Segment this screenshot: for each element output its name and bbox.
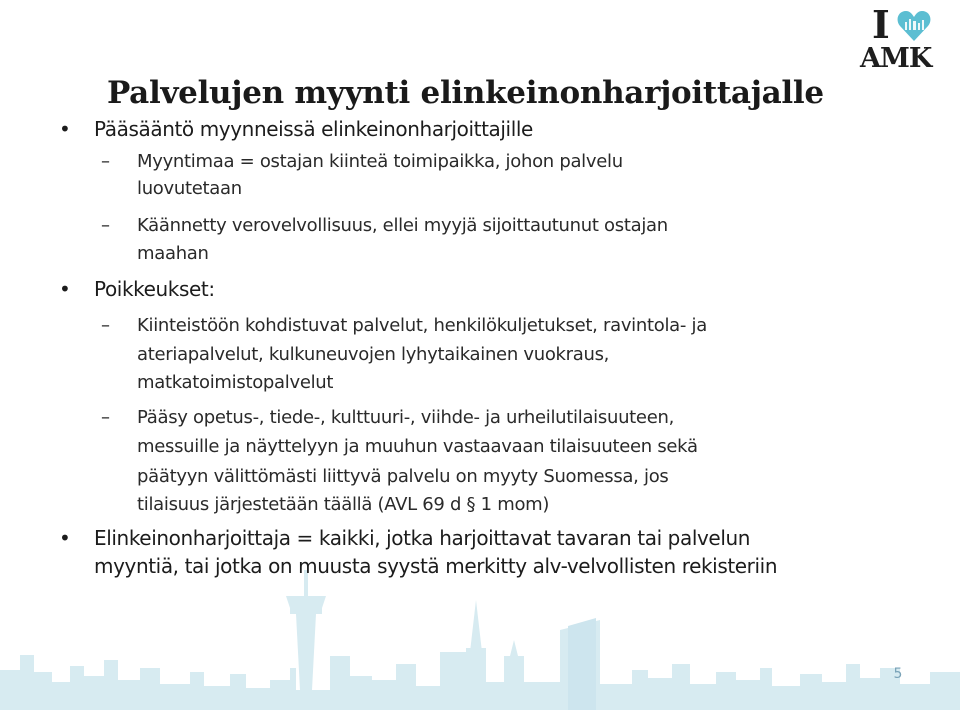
bullet-marker: • (59, 526, 71, 550)
city-skyline-illustration (0, 560, 960, 710)
dash-marker: – (101, 151, 110, 172)
sub-list-item (101, 211, 668, 240)
list-item-line: maahan (137, 243, 209, 264)
list-item (59, 275, 215, 304)
bullet-marker: • (59, 117, 71, 141)
list-item-line: Pääsy opetus-, tiede-, kulttuuri-, viihde- ja urheilutilaisuuteen, (137, 407, 675, 428)
dash-marker: – (101, 315, 110, 336)
list-item-line: Käännetty verovelvollisuus, ellei myyjä sijoittautunut ostajan (137, 215, 668, 236)
list-item (59, 115, 533, 144)
list-item-line: Elinkeinonharjoittaja = kaikki, jotka harjoittavat tavaran tai palvelun (94, 526, 751, 550)
list-item-line: Myyntimaa = ostajan kiinteä toimipaikka, johon palvelu (137, 151, 623, 172)
dash-marker: – (101, 215, 110, 236)
sub-list-item-continuation (137, 432, 698, 461)
list-item-line: ateriapalvelut, kulkuneuvojen lyhytaikainen vuokraus, (137, 344, 610, 365)
list-item-line: Kiinteistöön kohdistuvat palvelut, henkilökuljetukset, ravintola- ja (137, 315, 707, 336)
sub-list-item-continuation (137, 239, 209, 268)
list-item-line: matkatoimistopalvelut (137, 372, 334, 393)
list-item-line: päätyyn välittömästi liittyvä palvelu on myyty Suomessa, jos (137, 466, 669, 487)
bullet-marker: • (59, 277, 71, 301)
list-item-line: tilaisuus järjestetään täällä (AVL 69 d § 1 mom) (137, 494, 550, 515)
list-item-text: Poikkeukset: (94, 277, 215, 301)
list-item-line: messuille ja näyttelyyn ja muuhun vastaavaan tilaisuuteen sekä (137, 436, 698, 457)
sub-list-item (101, 147, 623, 176)
sub-list-item-continuation (137, 490, 549, 519)
sub-list-item-continuation (137, 340, 609, 369)
i-love-amk-logo (858, 4, 942, 74)
list-item-continuation (94, 552, 777, 581)
sub-list-item (101, 311, 707, 340)
logo-word: AMK (860, 43, 932, 74)
list-item-line: luovutetaan (137, 178, 242, 199)
dash-marker: – (101, 407, 110, 428)
sub-list-item-continuation (137, 462, 669, 491)
list-item-text: Pääsääntö myynneissä elinkeinonharjoittajille (94, 117, 533, 141)
sub-list-item (101, 403, 675, 432)
list-item (59, 524, 751, 553)
sub-list-item-continuation (137, 368, 333, 397)
slide-title: Palvelujen myynti elinkeinonharjoittajalle (107, 74, 824, 111)
page-number: 5 (893, 666, 903, 682)
sub-list-item-continuation (137, 174, 242, 203)
logo-letter: I (872, 2, 890, 47)
list-item-line: myyntiä, tai jotka on muusta syystä merkitty alv-velvollisten rekisteriin (94, 554, 778, 578)
heart-icon (896, 8, 932, 44)
